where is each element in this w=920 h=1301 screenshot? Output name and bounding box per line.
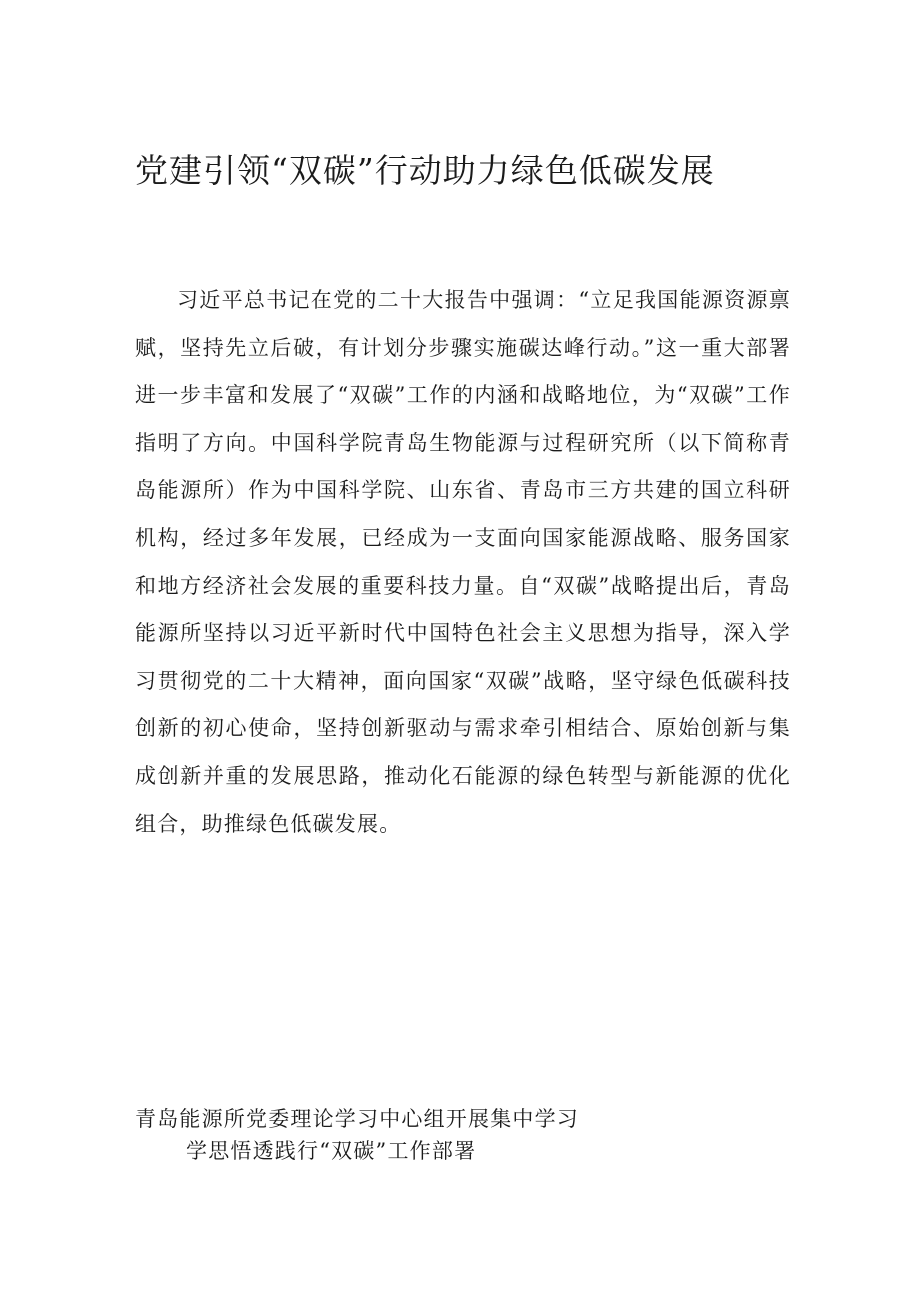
- section-heading-line-2: 学思悟透践行“双碳”工作部署: [186, 1139, 477, 1163]
- body-paragraph: 习近平总书记在党的二十大报告中强调：“立足我国能源资源禀赋，坚持先立后破，有计划分步骤实施碳达峰行动。”这一重大部署进一步丰富和发展了“双碳”工作的内涵和战略地位，为“双碳”工作指明了方向。中国科学院青岛生物能源与过程研究所（以下简称青岛能源所）作为中国科学院、山东省、青岛市三方共建的国立科研机构，经过多年发展，已经成为一支面向国家能源战略、服务国家和地方经济社会发展的重要科技力量。自“双碳”战略提出后，青岛能源所坚持以习近平新时代中国特色社会主义思想为指导，深入学习贯彻党的二十大精神，面向国家“双碳”战略，坚守绿色低碳科技创新的初心使命，坚持创新驱动与需求牵引相结合、原始创新与集成创新并重的发展思路，推动化石能源的绿色转型与新能源的优化组合，助推绿色低碳发展。: [135, 288, 791, 836]
- document-title: 党建引领“双碳”行动助力绿色低碳发展: [135, 151, 715, 190]
- section-heading-line-1: 青岛能源所党委理论学习中心组开展集中学习: [135, 1107, 579, 1131]
